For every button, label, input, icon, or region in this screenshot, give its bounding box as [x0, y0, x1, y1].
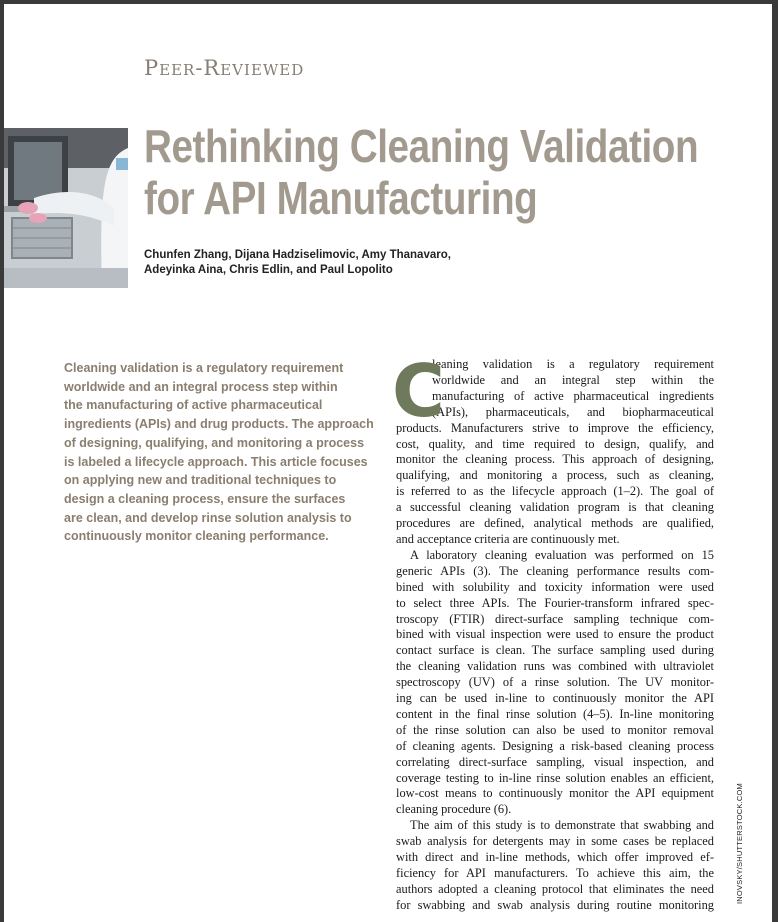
title-line-2: for API Manufacturing: [144, 172, 538, 224]
title-line-1: Rethinking Cleaning Validation: [144, 120, 699, 172]
body-line: spectroscopy (UV) of a rinse solution. The UV monitor-: [396, 675, 714, 690]
body-line: of cleaning agents. Designing a risk-based cleaning process: [396, 738, 714, 753]
abstract-line: is labeled a lifecycle approach. This article focuses: [64, 454, 368, 469]
body-line: worldwide and an integral step within the: [432, 372, 714, 387]
article-page: [4, 4, 772, 922]
authors-line-2: Adeyinka Aina, Chris Edlin, and Paul Lopolito: [144, 264, 393, 276]
body-line: troscopy (FTIR) direct-surface sampling technique com-: [396, 611, 714, 626]
body-line: leaning validation is a regulatory requirement: [432, 357, 714, 371]
body-line: to select three APIs. The Fourier-transform infrared spec-: [396, 595, 714, 610]
photo-credit: INOVSKY/SHUTTERSTOCK.COM: [735, 783, 744, 904]
body-line: (APIs), pharmaceuticals, and biopharmaceutical: [432, 404, 714, 419]
abstract-line: design a cleaning process, ensure the surfaces: [64, 491, 346, 506]
lab-photo-illustration: [4, 128, 128, 288]
authors-line-1: Chunfen Zhang, Dijana Hadziselimovic, Amy Thanavaro,: [144, 249, 451, 261]
body-text: [392, 349, 714, 914]
body-line: generic APIs (3). The cleaning performance results com-: [396, 563, 714, 578]
body-line: authors adopted a cleaning protocol that eliminates the need: [396, 881, 714, 896]
abstract-line: ingredients (APIs) and drug products. The approach: [64, 417, 374, 432]
body-line: products. Manufacturers strive to improve the efficiency,: [396, 420, 714, 435]
body-line: low-cost means to continuously monitor the API equipment: [396, 786, 714, 801]
body-line: content in the final rinse solution (4–5). In-line monitoring: [396, 706, 714, 721]
body-line: of the rinse solution can also be used to monitor removal: [396, 722, 714, 737]
body-line: is referred to as the lifecycle approach (1–2). The goal of: [396, 484, 714, 499]
abstract-line: Cleaning validation is a regulatory requirement: [64, 361, 344, 375]
body-line: swab analysis for detergents may in some cases be replaced: [396, 834, 714, 849]
abstract-line: the manufacturing of active pharmaceutical: [64, 398, 323, 413]
body-line: the cleaning validation runs was combined with ultraviolet: [396, 659, 714, 674]
body-line: cost, quality, and time required to design, qualify, and: [396, 436, 714, 451]
body-line: The aim of this study is to demonstrate that swabbing and: [410, 818, 714, 833]
body-line: with direct and in-line methods, which offer improved ef-: [396, 850, 714, 865]
body-line: coverage testing to in-line rinse solution enables an efficient,: [396, 770, 714, 785]
abstract-line: continuously monitor cleaning performance.: [64, 529, 329, 544]
body-line: ing can be used in-line to continuously monitor the API: [396, 691, 714, 706]
body-line: correlating direct-surface sampling, visual inspection, and: [396, 754, 714, 769]
section-label: Peer-Reviewed: [144, 56, 305, 80]
body-line: a successful cleaning validation program is that cleaning: [396, 500, 714, 515]
lab-photo: [4, 128, 128, 288]
drop-cap: C: [392, 349, 445, 433]
body-line: ficiency for API manufacturers. To achieve this aim, the: [396, 866, 714, 880]
authors-byline: [144, 248, 451, 278]
body-line: bined with visual inspection were used to ensure the product: [396, 627, 714, 642]
body-line: cleaning procedure (6).: [396, 802, 512, 817]
body-line: procedures are defined, analytical methods are qualified,: [396, 516, 714, 531]
abstract: [64, 359, 374, 546]
body-line: contact surface is clean. The surface sampling used during: [396, 643, 714, 658]
abstract-line: are clean, and develop rinse solution analysis to: [64, 510, 352, 525]
abstract-line: on applying new and traditional techniques to: [64, 473, 337, 488]
abstract-line: worldwide and an integral process step within: [64, 379, 338, 394]
body-line: qualifying, and monitoring a process, such as cleaning,: [396, 468, 714, 483]
article-title: [144, 120, 699, 224]
body-line: for swabbing and swab analysis during routine monitoring: [396, 897, 714, 912]
body-line: and acceptance criteria are continuously met.: [396, 531, 620, 546]
body-line: monitor the cleaning process. This approach of designing,: [396, 452, 714, 467]
body-line: bined with solubility and toxicity information were used: [396, 579, 714, 594]
body-line: A laboratory cleaning evaluation was performed on 15: [410, 547, 714, 562]
abstract-line: of designing, qualifying, and monitoring a process: [64, 435, 365, 450]
body-line: manufacturing of active pharmaceutical ingredients: [432, 388, 714, 403]
